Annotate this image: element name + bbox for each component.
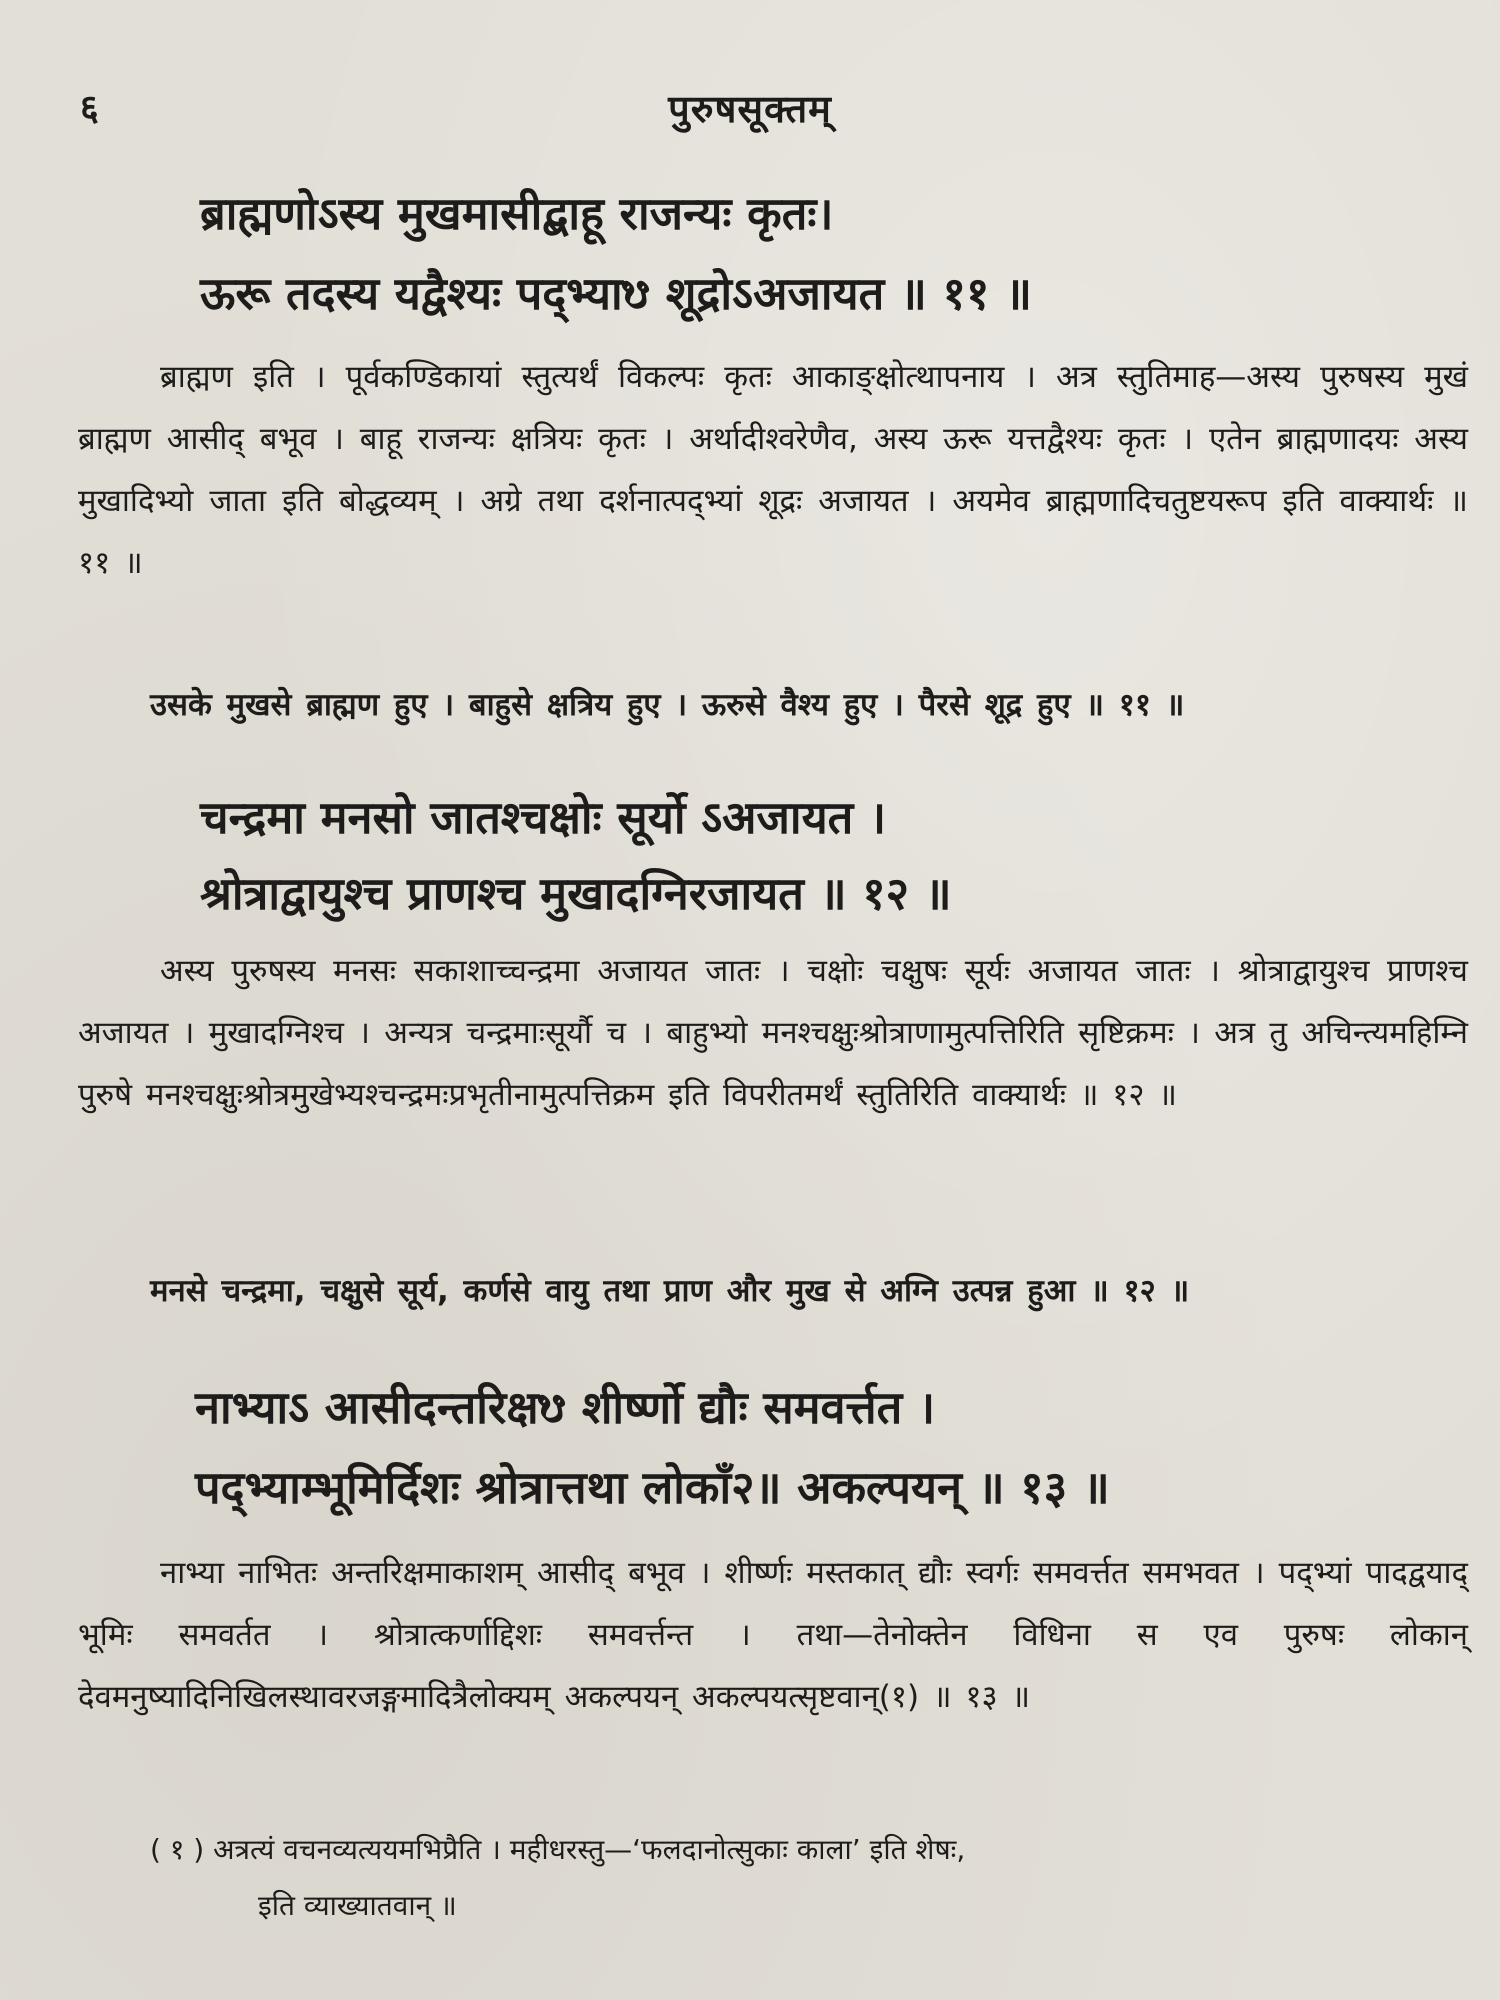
verse-12-line-1: चन्द्रमा मनसो जातश्चक्षोः सूर्यो ऽअजायत । (200, 791, 887, 844)
verse-12-line-2: श्रोत्राद्वायुश्च प्राणश्च मुखादग्निरजायत ॥ १२ ॥ (200, 867, 952, 920)
page-number: ६ (80, 88, 99, 129)
commentary-12 (78, 940, 1468, 1126)
translation-12 (78, 1262, 1468, 1320)
commentary-13-text: नाभ्या नाभितः अन्तरिक्षमाकाशम् आसीद् बभूव । शीर्ष्णः मस्तकात् द्यौः स्वर्गः समवर्त्तत समभवत । पद्भ्यां पादद्वयाद् भूमिः समवर्तत । श्रोत्रात्कर्णाद्दिशः समवर्त्तन्त । तथा—तेनोक्तेन विधिना स एव पुरुषः लोकान् देवमनुष्यादिनिखिलस्थावरजङ्गमादित्रैलोक्यम् अकल्पयन् अकल्पयत्सृष्टवान्(१) ॥ १३ ॥ (78, 1555, 1468, 1715)
page-header (80, 82, 1420, 142)
translation-11-text: उसके मुखसे ब्राह्मण हुए । बाहुसे क्षत्रिय हुए । ऊरुसे वैश्य हुए । पैरसे शूद्र हुए ॥ ११ ॥ (150, 687, 1185, 723)
running-title: पुरुषसूक्तम् (668, 87, 832, 131)
verse-13-line-1: नाभ्याऽ आसीदन्तरिक्षᳪ शीर्ष्णो द्यौः समवर्त्तत । (195, 1381, 936, 1434)
translation-12-text: मनसे चन्द्रमा, चक्षुसे सूर्य, कर्णसे वायु तथा प्राण और मुख से अग्नि उत्पन्न हुआ ॥ १२ ॥ (150, 1273, 1190, 1309)
footnote (150, 1822, 1450, 1934)
commentary-11-text: ब्राह्मण इति । पूर्वकण्डिकायां स्तुत्यर्थं विकल्पः कृतः आकाङ्क्षोत्थापनाय । अत्र स्तुतिमाह—अस्य पुरुषस्य मुखं ब्राह्मण आसीद् बभूव । बाहू राजन्यः क्षत्रियः कृतः । अर्थादीश्वरेणैव, अस्य ऊरू यत्तद्वैश्यः कृतः । एतेन ब्राह्मणादयः अस्य मुखादिभ्यो जाता इति बोद्धव्यम् । अग्रे तथा दर्शनात्पद्भ्यां शूद्रः अजायत । अयमेव ब्राह्मणादिचतुष्टयरूप इति वाक्यार्थः ॥ ११ ॥ (78, 359, 1468, 581)
footnote-line-2: इति व्याख्यातवान् ॥ (258, 1889, 457, 1922)
verse-13-line-2: पद्भ्याम्भूमिर्दिशः श्रोत्रात्तथा लोकाँ२॥ अकल्पयन् ॥ १३ ॥ (195, 1461, 1110, 1514)
commentary-11 (78, 346, 1468, 594)
commentary-12-text: अस्य पुरुषस्य मनसः सकाशाच्चन्द्रमा अजायत जातः । चक्षोः चक्षुषः सूर्यः अजायत जातः । श्रोत्राद्वायुश्च प्राणश्च अजायत । मुखादग्निश्च । अन्यत्र चन्द्रमाःसूर्यौ च । बाहुभ्यो मनश्चक्षुःश्रोत्राणामुत्पत्तिरिति सृष्टिक्रमः । अत्र तु अचिन्त्यमहिम्नि पुरुषे मनश्चक्षुःश्रोत्रमुखेभ्यश्चन्द्रमःप्रभृतीनामुत्पत्तिक्रम इति विपरीतमर्थं स्तुतिरिति वाक्यार्थः ॥ १२ ॥ (78, 953, 1468, 1113)
translation-11 (78, 676, 1468, 734)
footnote-line-1: ( १ ) अत्रत्यं वचनव्यत्ययमभिप्रैति । महीधरस्तु—‘फलदानोत्सुकाः काला’ इति शेषः, (150, 1833, 966, 1866)
verse-11-line-1: ब्राह्मणोऽस्य मुखमासीद्बाहू राजन्यः कृतः। (200, 187, 834, 240)
verse-11-line-2: ऊरू तदस्य यद्वैश्यः पद्भ्याᳪ शूद्रोऽअजायत ॥ ११ ॥ (200, 267, 1032, 320)
commentary-13 (78, 1542, 1468, 1728)
